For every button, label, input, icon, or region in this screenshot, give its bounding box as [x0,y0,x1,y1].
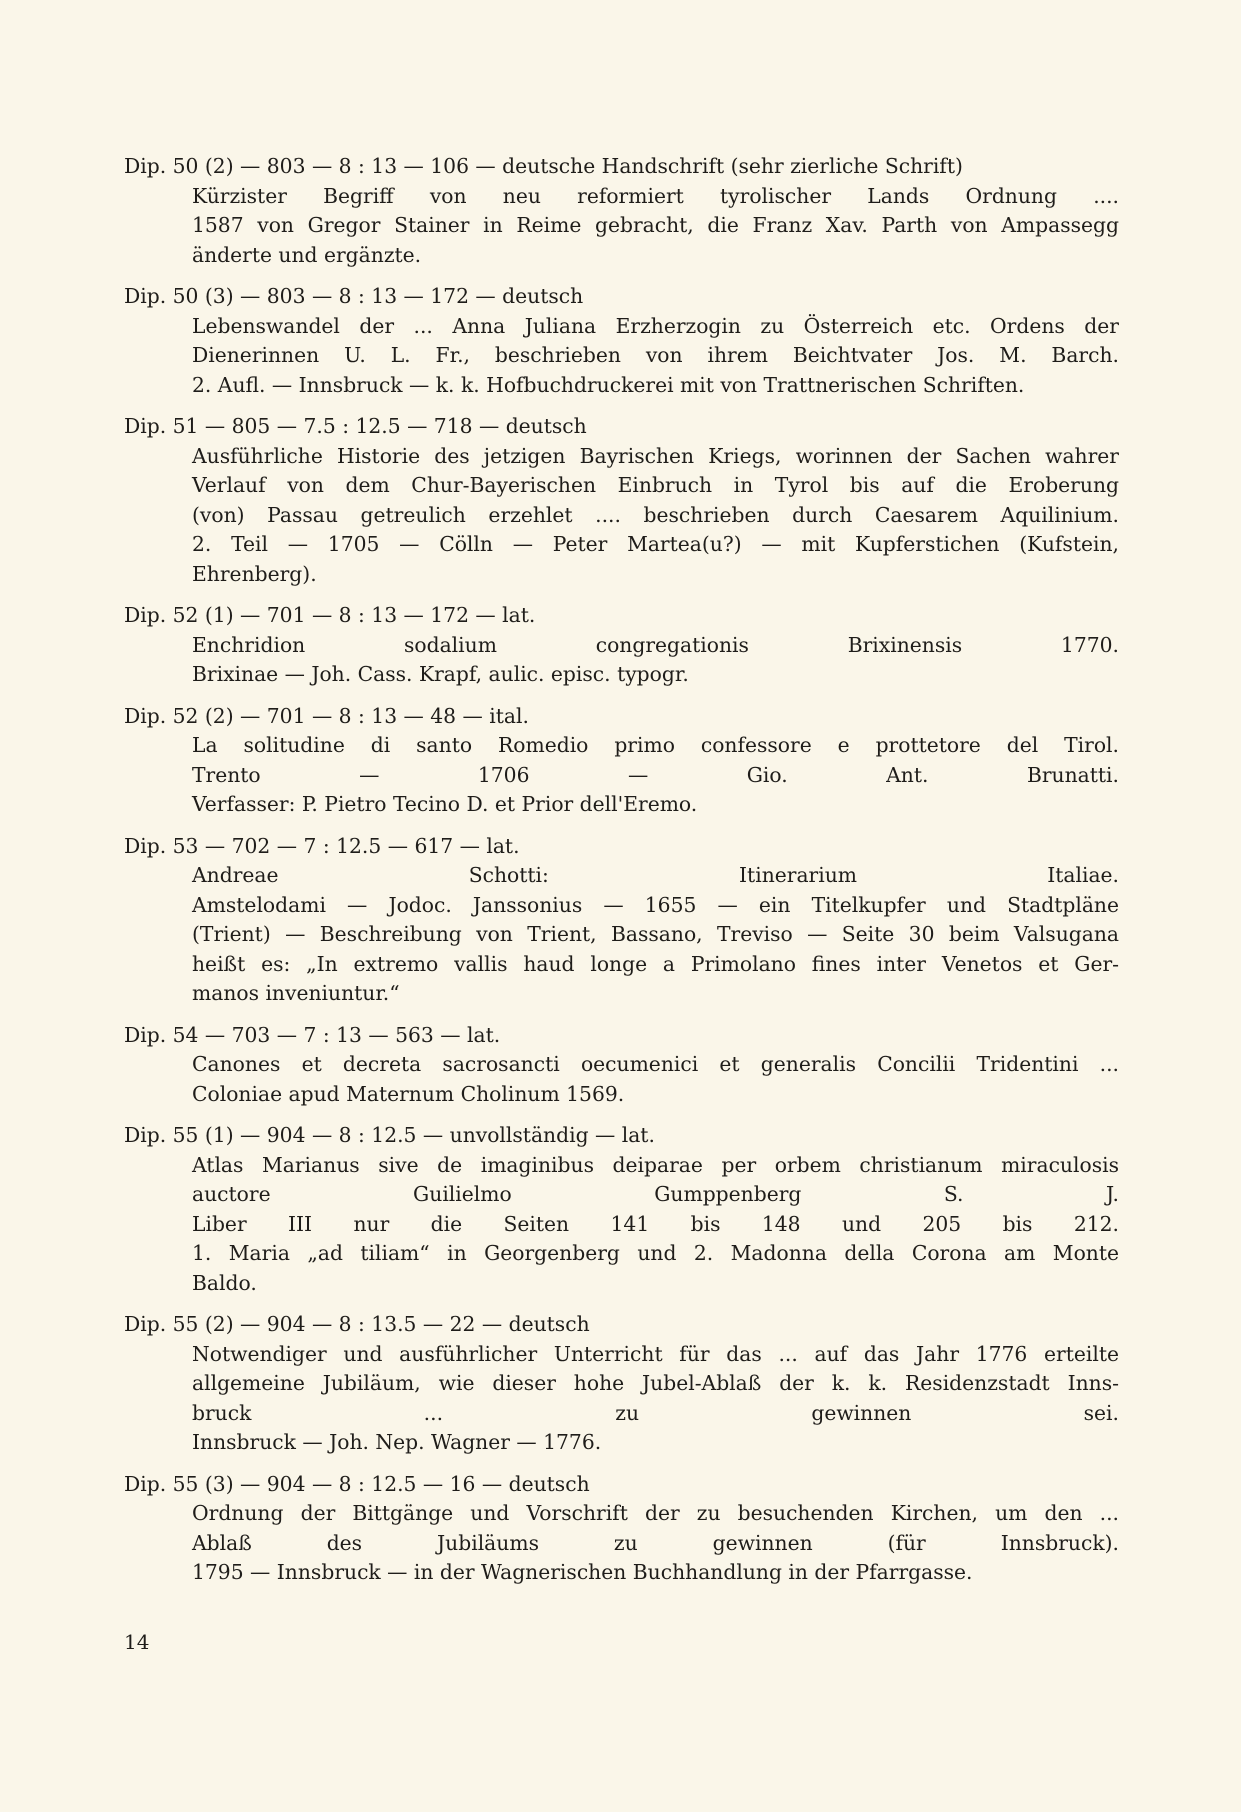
entry-description [192,1499,1119,1588]
entry-line: Kürzister Begriff von neu reformiert tyrolischer Lands Ordnung .... [192,183,1119,208]
entry-description [192,442,1119,590]
entry-list [124,152,1119,1588]
catalog-entry [124,412,1119,589]
entry-line: Innsbruck — Joh. Nep. Wagner — 1776. [192,1430,602,1454]
catalog-page [124,152,1119,1600]
entry-line: 2. Aufl. — Innsbruck — k. k. Hofbuchdruckerei mit von Trattnerischen Schriften. [192,372,1025,397]
entry-description [192,631,1119,690]
catalog-entry [124,282,1119,400]
entry-heading: Dip. 55 (2) — 904 — 8 : 13.5 — 22 — deutsch [124,1312,590,1336]
entry-heading: Dip. 51 — 805 — 7.5 : 12.5 — 718 — deutsch [124,414,587,438]
entry-line: Brixinae — Joh. Cass. Krapf, aulic. episc. typogr. [192,662,689,686]
entry-line: Liber III nur die Seiten 141 bis 148 und 205 bis 212. [192,1211,1119,1236]
entry-line: Atlas Marianus sive de imaginibus deiparae per orbem christianum miraculosis [192,1152,1119,1177]
entry-heading: Dip. 52 (2) — 701 — 8 : 13 — 48 — ital. [124,703,529,728]
entry-line: Canones et decreta sacrosancti oecumenici et generalis Concilii Tridentini ... [192,1052,1119,1076]
entry-line: 1795 — Innsbruck — in der Wagnerischen Buchhandlung in der Pfarrgasse. [192,1560,973,1584]
catalog-entry [124,702,1119,820]
entry-line: Trento — 1706 — Gio. Ant. Brunatti. [192,762,1119,787]
entry-heading: Dip. 53 — 702 — 7 : 12.5 — 617 — lat. [124,833,520,858]
catalog-entry [124,1121,1119,1298]
catalog-entry [124,1021,1119,1110]
entry-line: (von) Passau getreulich erzehlet .... beschrieben durch Caesarem Aquilinium. [192,502,1119,527]
entry-line: Ordnung der Bittgänge und Vorschrift der zu besuchenden Kirchen, um den ... [192,1501,1119,1525]
entry-line: Dienerinnen U. L. Fr., beschrieben von ihrem Beichtvater Jos. M. Barch. [192,343,1119,367]
catalog-entry [124,152,1119,270]
catalog-entry [124,1470,1119,1588]
entry-heading: Dip. 50 (3) — 803 — 8 : 13 — 172 — deutsch [124,284,584,308]
entry-line: 1587 von Gregor Stainer in Reime gebracht, die Franz Xav. Parth von Ampassegg [192,213,1119,237]
entry-heading: Dip. 52 (1) — 701 — 8 : 13 — 172 — lat. [124,603,536,627]
catalog-entry [124,832,1119,1009]
entry-line: Lebenswandel der ... Anna Juliana Erzherzogin zu Österreich etc. Ordens der [192,313,1119,338]
entry-line: Verlauf von dem Chur-Bayerischen Einbruch in Tyrol bis auf die Eroberung [192,473,1119,497]
entry-line: (Trient) — Beschreibung von Trient, Bassano, Treviso — Seite 30 beim Valsugana [192,922,1119,946]
entry-heading: Dip. 55 (1) — 904 — 8 : 12.5 — unvollständig — lat. [124,1123,655,1147]
entry-description [192,861,1119,1009]
entry-line: 1. Maria „ad tiliam“ in Georgenberg und 2. Madonna della Corona am Monte [192,1241,1119,1265]
entry-line: Ehrenberg). [192,561,317,586]
entry-description [192,731,1119,820]
entry-line: Amstelodami — Jodoc. Janssonius — 1655 — ein Titelkupfer und Stadtpläne [192,892,1119,917]
entry-line: Ablaß des Jubiläums zu gewinnen (für Innsbruck). [192,1530,1119,1555]
entry-line: bruck ... zu gewinnen sei. [192,1400,1119,1425]
entry-line: Enchridion sodalium congregationis Brixinensis 1770. [192,632,1119,657]
entry-line: Andreae Schotti: Itinerarium Italiae. [192,863,1119,887]
entry-line: manos inveniuntur.“ [192,981,400,1005]
entry-line: Coloniae apud Maternum Cholinum 1569. [192,1081,625,1106]
entry-description [192,1050,1119,1109]
entry-line: La solitudine di santo Romedio primo confessore e prottetore del Tirol. [192,733,1119,757]
entry-line: heißt es: „In extremo vallis haud longe a Primolano fines inter Venetos et Ger- [192,951,1119,976]
entry-heading: Dip. 54 — 703 — 7 : 13 — 563 — lat. [124,1022,501,1047]
entry-line: auctore Guilielmo Gumppenberg S. J. [192,1182,1119,1206]
entry-description [192,1151,1119,1299]
entry-line: Verfasser: P. Pietro Tecino D. et Prior dell'Eremo. [192,792,698,816]
entry-heading: Dip. 55 (3) — 904 — 8 : 12.5 — 16 — deutsch [124,1471,590,1496]
entry-line: Notwendiger und ausführlicher Unterricht für das ... auf das Jahr 1776 erteilte [192,1341,1119,1366]
entry-line: allgemeine Jubiläum, wie dieser hohe Jubel-Ablaß der k. k. Residenzstadt Inns- [192,1371,1119,1395]
catalog-entry [124,1310,1119,1458]
entry-line: änderte und ergänzte. [192,242,422,267]
entry-description [192,182,1119,271]
entry-line: Baldo. [192,1270,257,1295]
entry-heading: Dip. 50 (2) — 803 — 8 : 13 — 106 — deutsche Handschrift (sehr zierliche Schrift) [124,154,963,178]
entry-line: 2. Teil — 1705 — Cölln — Peter Martea(u?) — mit Kupferstichen (Kufstein, [192,532,1119,556]
entry-description [192,1340,1119,1458]
entry-description [192,312,1119,401]
page-number: 14 [124,1630,150,1654]
entry-line: Ausführliche Historie des jetzigen Bayrischen Kriegs, worinnen der Sachen wahrer [192,443,1119,468]
catalog-entry [124,601,1119,690]
